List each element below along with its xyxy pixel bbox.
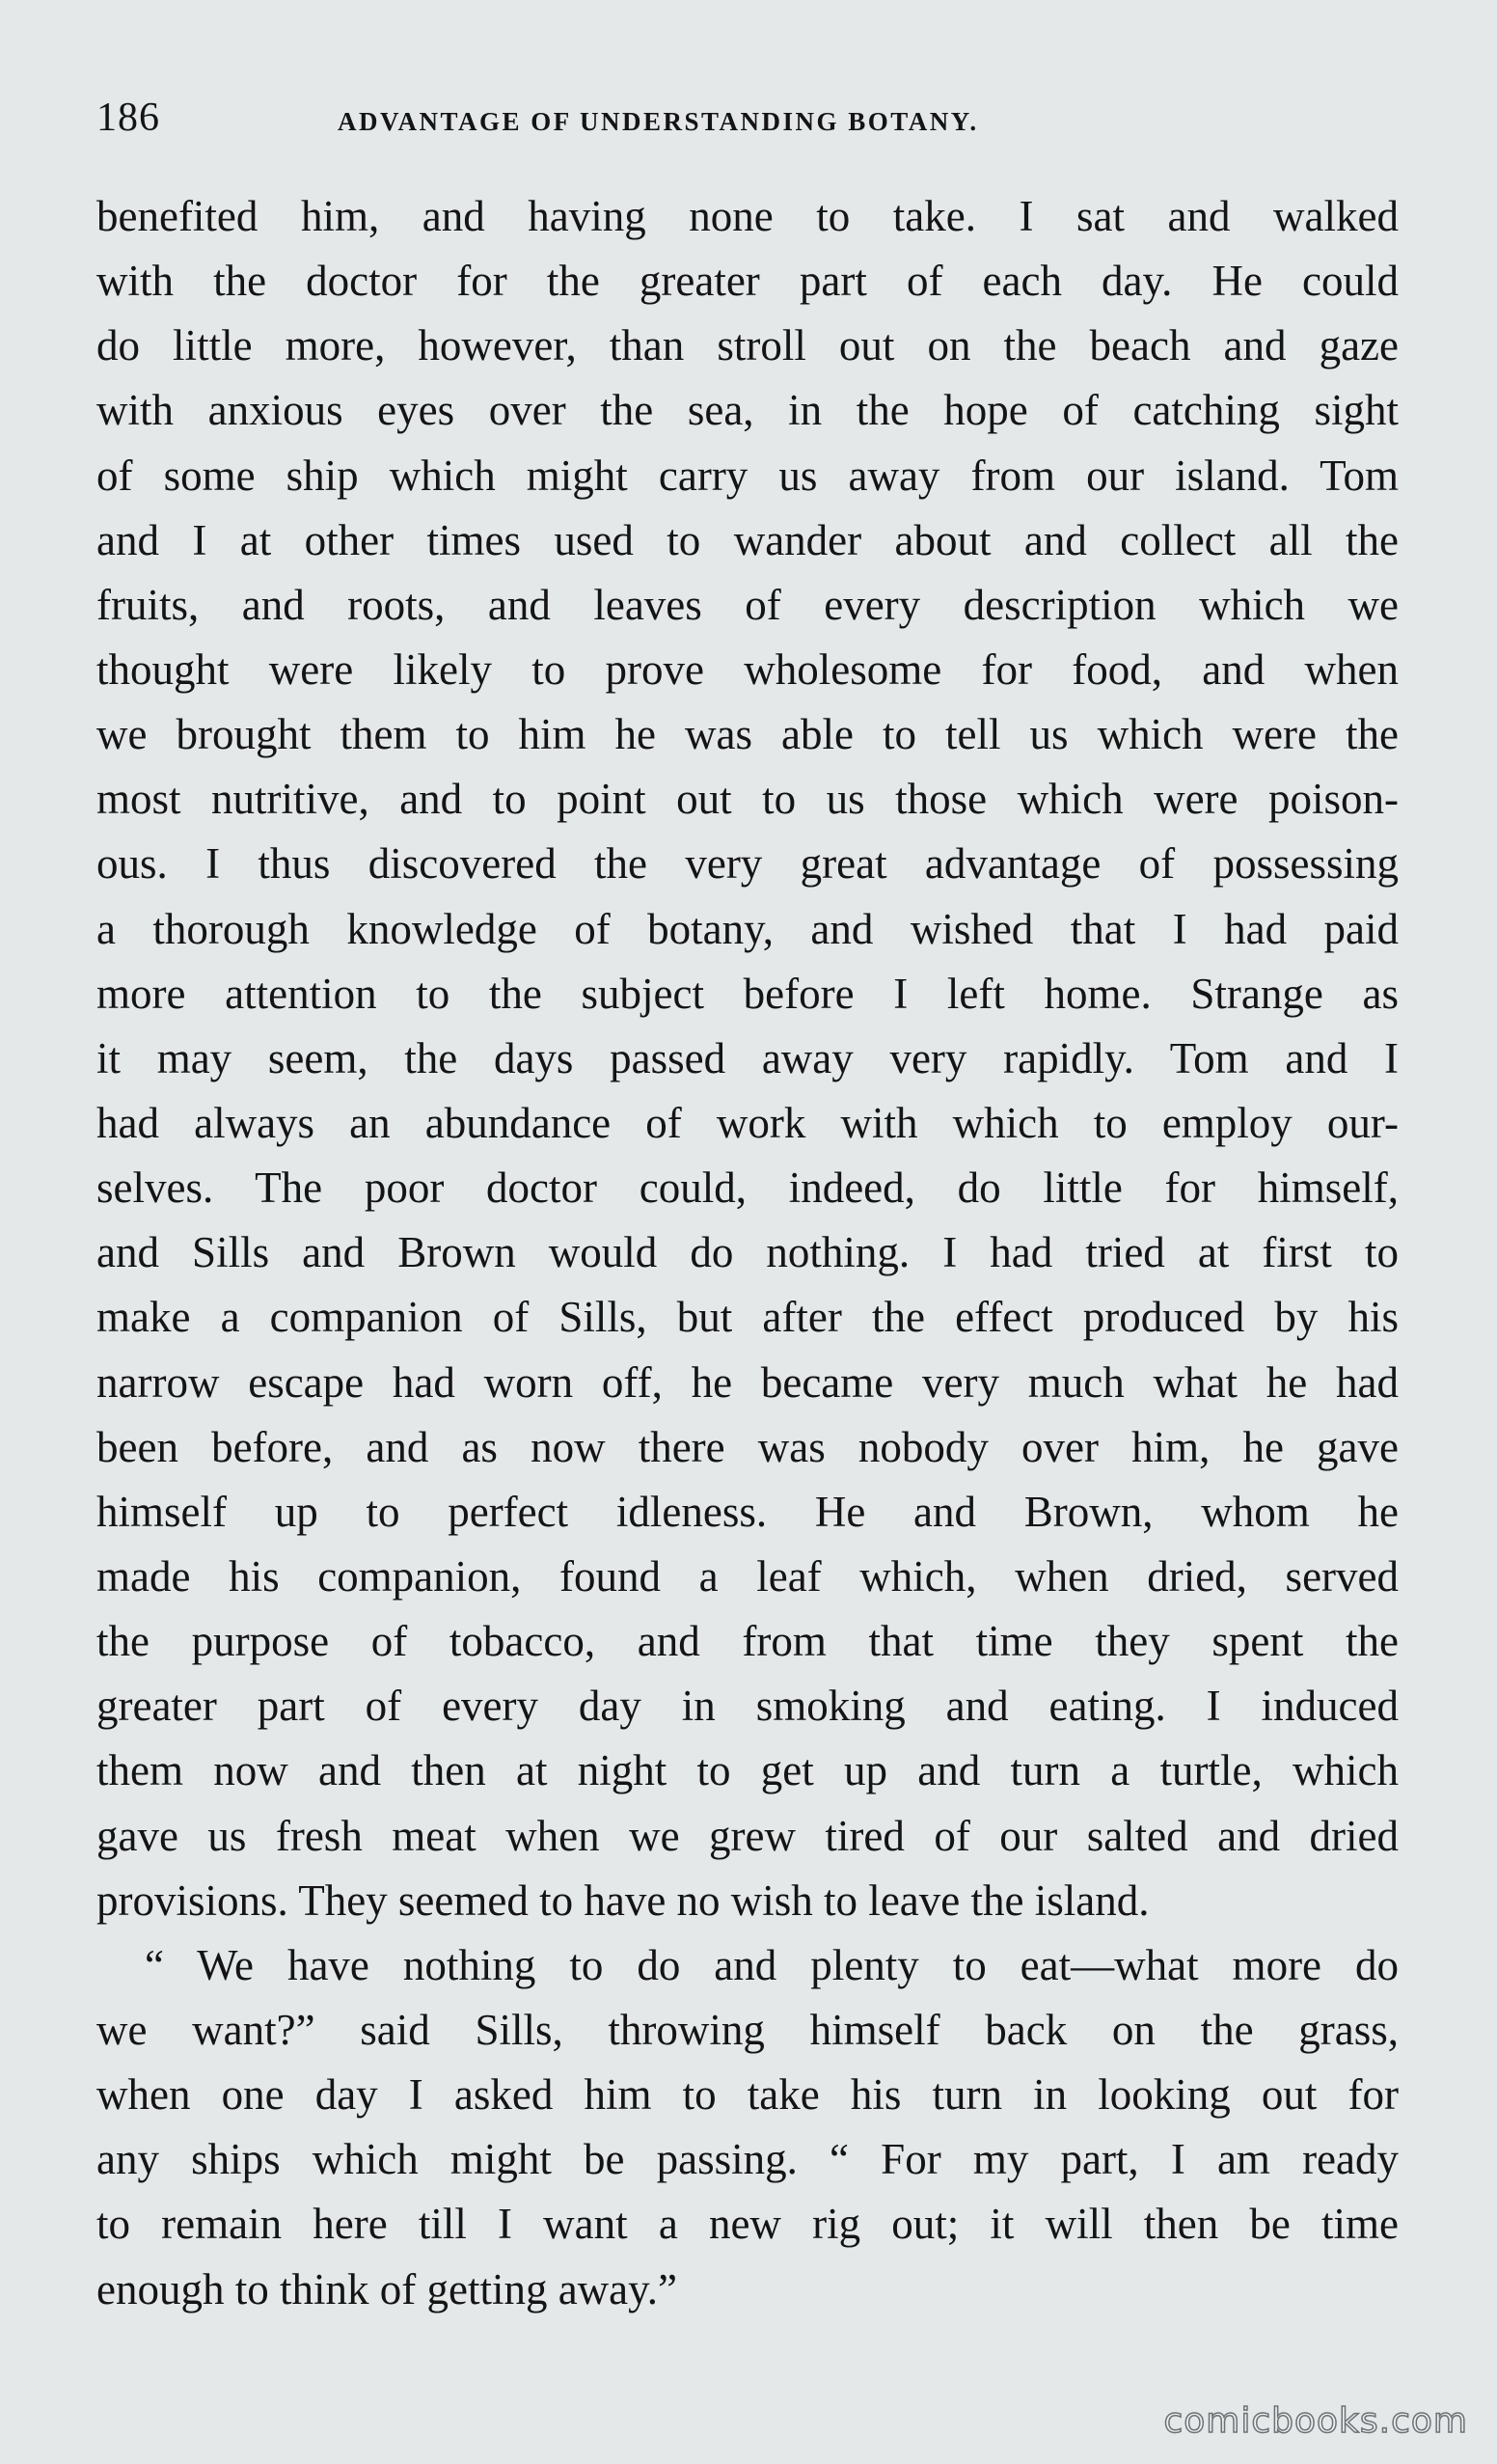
text-line: ous. I thus discovered the very great advantage of possessing [96,839,1399,889]
text-line: been before, and as now there was nobody over him, he gave [96,1422,1399,1471]
body-text [96,184,1399,2322]
text-line: more attention to the subject before I left home. Strange as [96,969,1399,1018]
text-line: selves. The poor doctor could, indeed, do little for himself, [96,1164,1399,1213]
watermark: comicbooks.com [1163,2401,1468,2441]
text-line: of some ship which might carry us away from our island. Tom [96,451,1399,500]
text-line: narrow escape had worn off, he became very much what he had [96,1357,1399,1407]
page-number: 186 [96,96,160,140]
text-line: make a companion of Sills, but after the effect produced by his [96,1293,1399,1342]
text-line: “ We have nothing to do and plenty to eat—what more do [145,1940,1399,1989]
text-line: we want?” said Sills, throwing himself back on the grass, [96,2005,1399,2054]
paragraph-end-line: enough to think of getting away.” [96,2264,677,2313]
text-line: and I at other times used to wander about and collect all the [96,515,1399,564]
text-line: with the doctor for the greater part of each day. He could [96,257,1399,306]
text-line: had always an abundance of work with which to employ our- [96,1098,1399,1147]
text-line: and Sills and Brown would do nothing. I had tried at first to [96,1228,1399,1277]
text-line: any ships which might be passing. “ For my part, I am ready [96,2135,1399,2184]
text-line: most nutritive, and to point out to us those which were poison- [96,775,1399,824]
text-line: gave us fresh meat when we grew tired of our salted and dried [96,1811,1399,1860]
text-line: greater part of every day in smoking and eating. I induced [96,1682,1399,1731]
page-header [96,89,1401,147]
text-line: himself up to perfect idleness. He and Brown, whom he [96,1487,1399,1536]
running-head: ADVANTAGE OF UNDERSTANDING BOTANY. [338,107,979,136]
text-line: we brought them to him he was able to tell us which were the [96,710,1399,759]
text-line: thought were likely to prove wholesome for food, and when [96,644,1399,694]
text-line: to remain here till I want a new rig out; it will then be time [96,2200,1399,2249]
text-line: them now and then at night to get up and turn a turtle, which [96,1746,1399,1795]
text-line: with anxious eyes over the sea, in the hope of catching sight [96,386,1399,435]
text-line: the purpose of tobacco, and from that time they spent the [96,1617,1399,1666]
text-line: made his companion, found a leaf which, when dried, served [96,1551,1399,1601]
text-line: fruits, and roots, and leaves of every description which we [96,580,1399,629]
text-line: it may seem, the days passed away very rapidly. Tom and I [96,1033,1399,1082]
text-line: when one day I asked him to take his turn in looking out for [96,2070,1399,2120]
text-line: a thorough knowledge of botany, and wished that I had paid [96,904,1399,953]
paragraph-end-line: provisions. They seemed to have no wish to leave the island. [96,1875,1150,1925]
text-line: do little more, however, than stroll out on the beach and gaze [96,321,1399,370]
text-line: benefited him, and having none to take. I sat and walked [96,192,1399,240]
